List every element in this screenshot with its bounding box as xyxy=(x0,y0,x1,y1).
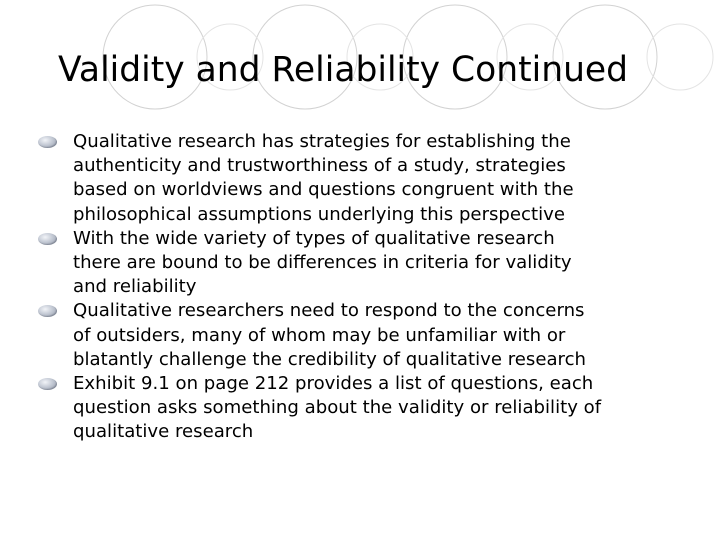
bullet-list xyxy=(38,130,698,445)
bullet-icon xyxy=(38,378,57,390)
bullet-line: Exhibit 9.1 on page 212 provides a list of questions, each xyxy=(73,373,594,395)
bullet-line: Qualitative research has strategies for establishing the xyxy=(73,131,571,152)
bullet-icon xyxy=(38,305,57,317)
bullet-line: Qualitative researchers need to respond to the concerns xyxy=(73,300,585,322)
bullet-icon xyxy=(38,136,57,148)
bullet-line: there are bound to be differences in criteria for validity xyxy=(73,252,572,274)
bullet-line: philosophical assumptions underlying this perspective xyxy=(73,203,565,225)
bullet-line: authenticity and trustworthiness of a study, strategies xyxy=(73,155,566,177)
bullet-line: With the wide variety of types of qualitative research xyxy=(73,227,555,249)
bullet-line: of outsiders, many of whom may be unfamiliar with or xyxy=(73,324,566,346)
bullet-item xyxy=(38,299,698,372)
bullet-item xyxy=(38,372,698,445)
bullet-line: question asks something about the validity or reliability of xyxy=(73,397,602,419)
bullet-line: qualitative research xyxy=(73,421,254,443)
bullet-line: blatantly challenge the credibility of qualitative research xyxy=(73,348,587,370)
slide-title: Validity and Reliability Continued xyxy=(58,50,629,90)
bullet-item xyxy=(38,130,698,227)
bullet-line: based on worldviews and questions congruent with the xyxy=(73,179,574,201)
bullet-icon xyxy=(38,233,57,245)
bullet-line: and reliability xyxy=(73,276,197,298)
bullet-item xyxy=(38,227,698,300)
